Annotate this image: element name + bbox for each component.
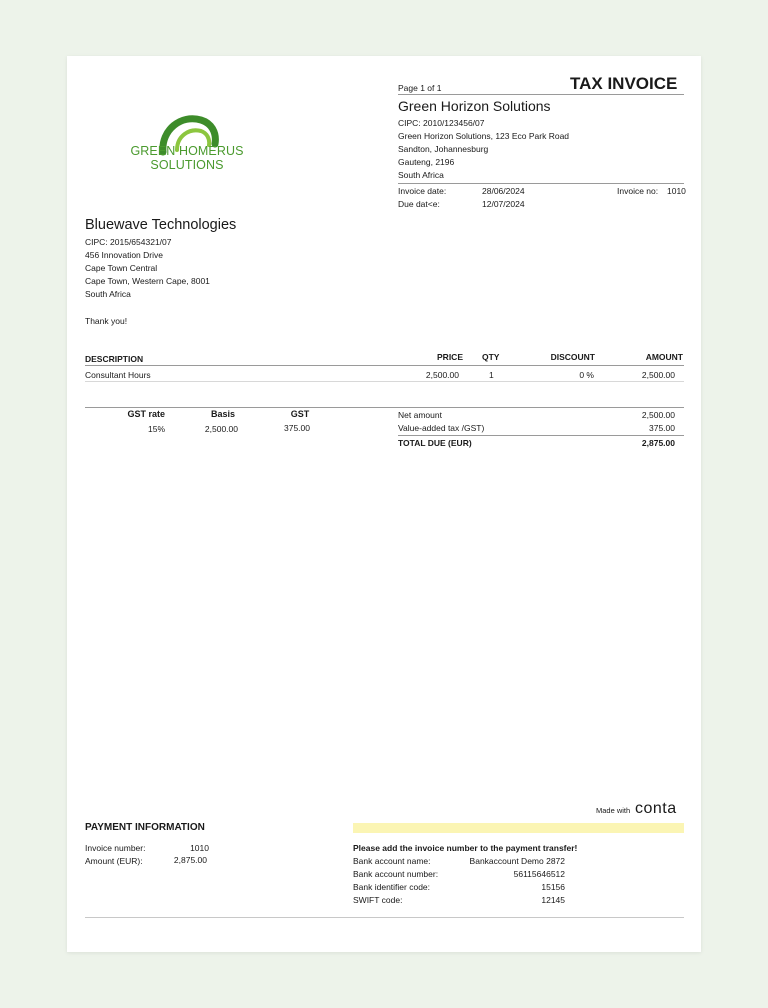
due-date-label: Due dat<e: <box>398 199 440 209</box>
invoice-date-label: Invoice date: <box>398 186 447 196</box>
col-description: DESCRIPTION <box>85 354 144 364</box>
seller-address-line: South Africa <box>398 170 444 180</box>
customer-name: Bluewave Technologies <box>85 217 237 233</box>
customer-cipc: CIPC: 2015/654321/07 <box>85 237 172 247</box>
logo-text: GREEN HOMERUS SOLUTIONS <box>130 144 244 172</box>
invoice-no-label: Invoice no: <box>617 186 659 196</box>
conta-logo: conta <box>635 800 677 817</box>
seller-name: Green Horizon Solutions <box>398 98 551 114</box>
customer-address-line: South Africa <box>85 289 131 299</box>
bank-number: 56115646512 <box>513 869 565 879</box>
net-amount-label: Net amount <box>398 410 442 420</box>
item-qty: 1 <box>489 370 494 380</box>
bank-id-label: Bank identifier code: <box>353 882 431 892</box>
swift-label: SWIFT code: <box>353 895 403 905</box>
col-gst: GST <box>290 409 310 419</box>
gst-basis-value: 2,500.00 <box>204 424 238 434</box>
invoice-no: 1010 <box>667 186 686 196</box>
company-logo <box>97 114 277 172</box>
total-due-label: TOTAL DUE (EUR) <box>398 438 472 448</box>
col-discount: DISCOUNT <box>550 352 595 362</box>
swift-code: 12145 <box>541 895 565 905</box>
invoice-page <box>67 56 701 952</box>
vat-label: Value-added tax /GST) <box>398 423 485 433</box>
customer-address-line: Cape Town, Western Cape, 8001 <box>85 276 210 286</box>
total-due: 2,875.00 <box>641 438 675 448</box>
item-price: 2,500.00 <box>425 370 459 380</box>
bank-name: Bankaccount Demo 2872 <box>469 856 565 866</box>
customer-address-line: 456 Innovation Drive <box>85 250 163 260</box>
payment-notice: Please add the invoice number to the payment transfer! <box>353 843 578 853</box>
col-price: PRICE <box>437 352 463 362</box>
bank-number-label: Bank account number: <box>353 869 439 879</box>
notice-highlight <box>353 823 684 833</box>
payment-amount-label: Amount (EUR): <box>85 856 143 866</box>
made-with-label: Made with <box>596 806 631 815</box>
payment-amount: 2,875.00 <box>173 855 207 865</box>
thank-you-note: Thank you! <box>85 316 128 326</box>
page-number: Page 1 of 1 <box>398 83 442 93</box>
seller-cipc: CIPC: 2010/123456/07 <box>398 118 485 128</box>
payment-title: PAYMENT INFORMATION <box>85 822 205 833</box>
document-title: TAX INVOICE <box>570 74 678 93</box>
col-qty: QTY <box>482 352 500 362</box>
col-basis: Basis <box>210 409 236 419</box>
item-description: Consultant Hours <box>85 370 151 380</box>
col-amount: AMOUNT <box>645 352 683 362</box>
seller-address-line: Gauteng, 2196 <box>398 157 455 167</box>
customer-address-line: Cape Town Central <box>85 263 158 273</box>
item-discount: 0 % <box>579 370 594 380</box>
seller-address-line: Green Horizon Solutions, 123 Eco Park Road <box>398 131 570 141</box>
gst-value: 375.00 <box>284 423 310 433</box>
bank-id: 15156 <box>541 882 565 892</box>
payment-invoice-number: 1010 <box>190 843 209 853</box>
bank-name-label: Bank account name: <box>353 856 431 866</box>
gst-rate-value: 15% <box>147 424 165 434</box>
vat-amount: 375.00 <box>649 423 675 433</box>
due-date: 12/07/2024 <box>482 199 525 209</box>
seller-address-line: Sandton, Johannesburg <box>398 144 489 154</box>
payment-invoice-number-label: Invoice number: <box>85 843 146 853</box>
col-gst-rate: GST rate <box>127 409 165 419</box>
invoice-date: 28/06/2024 <box>482 186 525 196</box>
item-amount: 2,500.00 <box>641 370 675 380</box>
net-amount: 2,500.00 <box>641 410 675 420</box>
